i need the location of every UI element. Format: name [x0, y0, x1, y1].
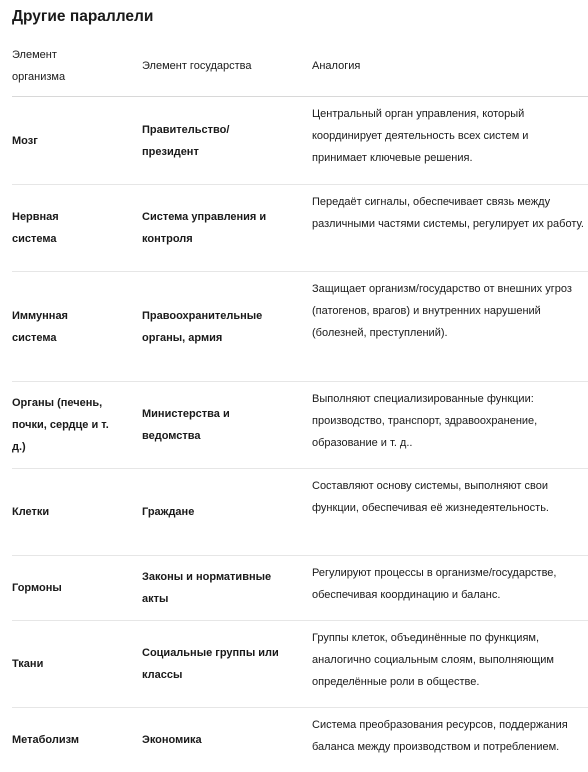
analogy-cell: Группы клеток, объединённые по функциям, аналогично социальным слоям, выполняющим определённые роли в обществе. [312, 621, 588, 708]
table-row [12, 708, 588, 772]
comparison-table [12, 36, 588, 772]
table-row [12, 185, 588, 272]
organism-element-cell: Ткани [12, 621, 142, 708]
analogy-cell: Передаёт сигналы, обеспечивает связь между различными частями системы, регулирует их работу. [312, 185, 588, 272]
organism-element-cell: Мозг [12, 97, 142, 185]
column-header-analogy: Аналогия [312, 36, 588, 97]
state-element-cell: Социальные группы или классы [142, 621, 312, 708]
organism-element-cell: Гормоны [12, 556, 142, 621]
state-element-cell: Экономика [142, 708, 312, 772]
analogy-cell: Регулируют процессы в организме/государстве, обеспечивая координацию и баланс. [312, 556, 588, 621]
analogy-cell: Защищает организм/государство от внешних угроз (патогенов, врагов) и внутренних нарушений (болезней, преступлений). [312, 272, 588, 382]
state-element-cell: Законы и нормативные акты [142, 556, 312, 621]
analogy-cell: Центральный орган управления, который координирует деятельность всех систем и принимает ключевые решения. [312, 97, 588, 185]
analogy-cell: Выполняют специализированные функции: производство, транспорт, здравоохранение, образование и т. д.. [312, 382, 588, 469]
table-row [12, 272, 588, 382]
organism-element-cell: Клетки [12, 469, 142, 556]
analogy-cell: Система преобразования ресурсов, поддержания баланса между производством и потреблением. [312, 708, 588, 772]
table-row [12, 382, 588, 469]
section-heading: Другие параллели [12, 7, 153, 27]
organism-element-cell: Нервная система [12, 185, 142, 272]
organism-element-cell: Метаболизм [12, 708, 142, 772]
table-row [12, 621, 588, 708]
state-element-cell: Правоохранительные органы, армия [142, 272, 312, 382]
state-element-cell: Правительство/ президент [142, 97, 312, 185]
column-header-state: Элемент государства [142, 36, 312, 97]
table-body [12, 97, 588, 772]
analogy-cell: Составляют основу системы, выполняют свои функции, обеспечивая её жизнедеятельность. [312, 469, 588, 556]
organism-element-cell: Иммунная система [12, 272, 142, 382]
column-header-organism: Элемент организма [12, 36, 142, 97]
table-row [12, 469, 588, 556]
organism-element-cell: Органы (печень, почки, сердце и т. д.) [12, 382, 142, 469]
table-header [12, 36, 588, 97]
state-element-cell: Министерства и ведомства [142, 382, 312, 469]
header-row [12, 36, 588, 97]
state-element-cell: Граждане [142, 469, 312, 556]
table-row [12, 97, 588, 185]
table-row [12, 556, 588, 621]
state-element-cell: Система управления и контроля [142, 185, 312, 272]
